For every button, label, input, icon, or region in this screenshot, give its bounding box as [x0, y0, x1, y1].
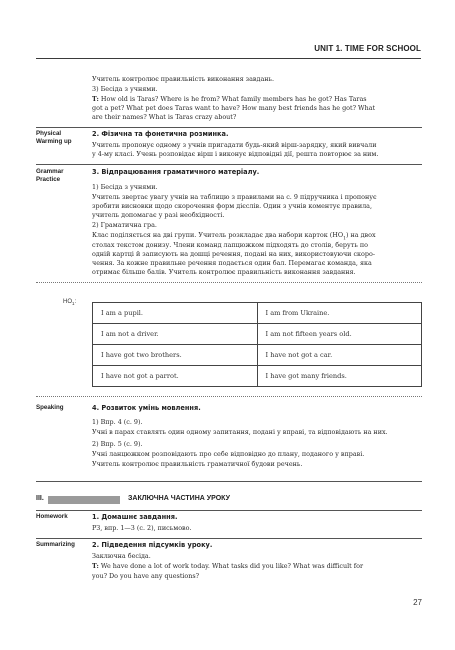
handout-label-text: HO	[63, 299, 72, 305]
side-label-physical-2: Warming up	[36, 138, 72, 145]
intro-line-3-text: How old is Taras? Where is he from? What family members has he got? Has Taras	[98, 95, 367, 103]
phys-line-1: Учитель пропонує одному з учнів пригадати будь-який вірш-зарядку, який вивчали	[92, 141, 377, 149]
unit-title: UNIT 1. TIME FOR SCHOOL	[314, 44, 421, 53]
grammar-line-6: одній картці й записують на дошці речення, подані на них, використовуючи скоро-	[92, 250, 375, 258]
dotted-divider	[36, 396, 422, 397]
part-bar	[48, 496, 120, 504]
grammar-line-3: учитель допомагає у разі необхідності.	[92, 211, 225, 219]
handout-label: $HO_1$:	[63, 299, 77, 307]
card-cell: I am from Ukraine.	[257, 303, 422, 324]
dotted-divider	[36, 282, 422, 283]
card-cell: I have got many friends.	[257, 366, 422, 387]
summary-line-1: Заключна бесіда.	[92, 552, 151, 560]
card-cell: I have not got a car.	[257, 345, 422, 366]
grammar-line-2: зробити висновки щодо скорочення форм дієслів. Один з учнів коментує правила,	[92, 202, 373, 210]
heading-grammar: 3. Відпрацювання граматичного матеріалу.	[92, 168, 260, 176]
intro-line-5: are their names? What is Taras crazy about?	[92, 113, 237, 121]
running-header	[36, 44, 421, 59]
intro-line-3	[92, 95, 422, 104]
speaking-step-1: 1) Впр. 4 (с. 9).	[92, 418, 143, 426]
part-three-heading	[36, 494, 422, 506]
heading-summarizing: 2. Підведення підсумків уроку.	[92, 541, 213, 549]
side-label-physical	[36, 130, 88, 146]
grammar-line-4-end: ) на двох	[345, 231, 376, 239]
summary-line-3: you? Do you have any questions?	[92, 572, 200, 580]
card-cell: I have got two brothers.	[93, 345, 258, 366]
card-cell: I have not got a parrot.	[93, 366, 258, 387]
part-title: ЗАКЛЮЧНА ЧАСТИНА УРОКУ	[128, 495, 230, 502]
side-label-grammar-2: Practice	[36, 176, 61, 183]
speaking-step-1-desc: Учні в парах ставлять один одному запитання, подані у вправі, та відповідають на них.	[92, 428, 388, 436]
part-number: III.	[36, 495, 44, 502]
section-divider	[36, 127, 422, 128]
grammar-line-7: чення. За кожне правильне речення подається один бал. Перемагає команда, яка	[92, 259, 372, 267]
speaking-step-2-desc: Учні ланцюжком розповідають про себе відповідно до плану, поданого у вправі.	[92, 450, 365, 458]
grammar-sub-2: 2) Граматична гра.	[92, 221, 157, 229]
summary-line-2	[92, 562, 422, 571]
grammar-line-1: Учитель звертає увагу учнів на таблицю з правилами на с. 9 підручника і пропонує	[92, 193, 377, 201]
speaking-control: Учитель контролює правильність граматичної будови речень.	[92, 460, 303, 468]
intro-line-1: Учитель контролює правильність виконання завдань.	[92, 75, 275, 83]
heading-physical: 2. Фізична та фонетична розминка.	[92, 130, 229, 138]
heading-homework: 1. Домашнє завдання.	[92, 513, 178, 521]
heading-speaking: 4. Розвиток умінь мовлення.	[92, 404, 201, 412]
card-cell: I am a pupil.	[93, 303, 258, 324]
homework-line: РЗ, впр. 1—3 (с. 2), письмово.	[92, 524, 192, 532]
teacher-marker: T:	[92, 95, 99, 103]
section-divider	[36, 164, 422, 165]
side-label-summarizing: Summarizing	[36, 541, 75, 548]
intro-line-4: got a pet? What pet does Taras want to have? How many best friends has he got? What	[92, 104, 376, 112]
grammar-sub-1: 1) Бесіда з учнями.	[92, 183, 158, 191]
summary-line-2-text: We have done a lot of work today. What tasks did you like? What was difficult for	[98, 562, 363, 570]
intro-line-2: 3) Бесіда з учнями.	[92, 85, 158, 93]
table-row	[93, 324, 422, 345]
side-label-grammar-1: Grammar	[36, 168, 64, 175]
handout-label-sub: 1	[72, 301, 75, 307]
section-divider	[36, 510, 422, 511]
handout-cards-table	[92, 302, 422, 387]
table-row	[93, 345, 422, 366]
side-label-speaking: Speaking	[36, 404, 64, 411]
teacher-marker: T:	[92, 562, 99, 570]
speaking-step-2: 2) Впр. 5 (с. 9).	[92, 440, 143, 448]
table-row	[93, 303, 422, 324]
grammar-line-8: отримає більше балів. Учитель контролює правильність виконання завдання.	[92, 268, 356, 276]
phys-line-2: у 4-му класі. Учень розповідає вірш і виконує відповідні дії, решта повторює за ним.	[92, 150, 379, 158]
handout-subscript: 1	[343, 236, 346, 242]
card-cell: I am not a driver.	[93, 324, 258, 345]
table-row	[93, 366, 422, 387]
section-divider	[36, 481, 422, 482]
side-label-physical-1: Physical	[36, 130, 62, 137]
grammar-line-4-text: Клас поділяється на дві групи. Учитель розкладає два набори карток (НО	[92, 231, 344, 239]
page-number: 27	[413, 598, 422, 607]
side-label-grammar	[36, 168, 88, 184]
side-label-homework: Homework	[36, 513, 68, 520]
section-divider	[36, 538, 422, 539]
card-cell: I am not fifteen years old.	[257, 324, 422, 345]
grammar-line-5: столах текстом донизу. Члени команд лапцюжком підходять до столів, беруть по	[92, 241, 368, 249]
